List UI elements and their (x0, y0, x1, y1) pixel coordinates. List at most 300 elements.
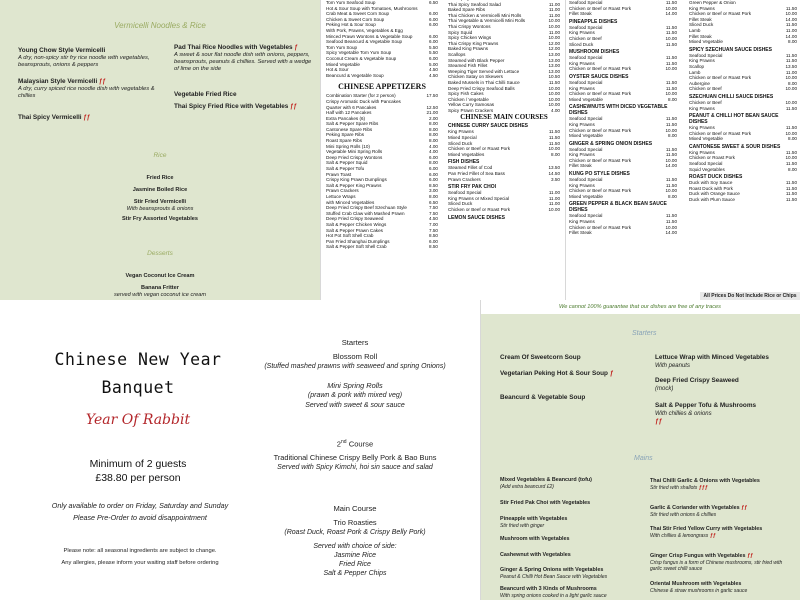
dish-name: Tom Yum Seafood Soup (326, 0, 376, 5)
dish-name: Chicken or Beef or Roast Pork (448, 207, 511, 212)
dish-name: Fillet Steak (689, 33, 712, 39)
dish-name: Salt & Pepper Tofu (326, 166, 365, 172)
dish-price: 12.00 (548, 40, 560, 46)
menu-line (689, 167, 797, 173)
dish-name: Weeping Tiger Served with Lettuce (448, 68, 520, 74)
main-course-dish: Trio Roasties (333, 518, 377, 527)
dish-name: King Prawns (689, 149, 715, 155)
dish-price: 3.50 (551, 176, 560, 182)
dish-name: Chicken or Beef or Roast Pork (569, 91, 632, 97)
dish-name: Steamed Fillet of Cod (448, 165, 493, 171)
dish-name: Sliced Duck (448, 140, 473, 146)
dish-price: 11.50 (548, 79, 560, 85)
dish-price: 11.50 (665, 41, 677, 47)
menu-column-thai-appetizers (448, 0, 560, 221)
seasonal-note: Please note: all seasonal ingredients are subject to change. (63, 548, 217, 554)
dish-name: Prawn Crackers (448, 176, 481, 182)
dish-name: King Prawns (569, 60, 595, 66)
dish-name: Chicken or Beef or Roast Pork (689, 130, 752, 136)
dish-name: Pan Fried Shanghai Dumplings (326, 238, 390, 244)
dish-price: 11.50 (548, 135, 560, 141)
dish-price: 8.00 (788, 80, 797, 86)
rice-item-desc: With beansprouts & onions (126, 206, 194, 212)
menu-item-thai-spicy-rice: Thai Spicy Fried Rice with Vegetables ƒƒ (174, 103, 297, 110)
dish-price: 11.00 (548, 195, 560, 201)
dish-name: Chicken or Beef or Roast Pork (569, 188, 632, 194)
dish-category-heading: OYSTER SAUCE DISHES (569, 73, 629, 80)
dish-price: 10.00 (548, 91, 560, 97)
vegan-menu-panel (0, 0, 320, 300)
dish-price: 11.00 (548, 201, 560, 207)
dish-name: Crispy King Prawn Dumplings (326, 177, 387, 183)
dish-name: Sliced Duck (448, 201, 473, 207)
dish-price: 8.00 (668, 133, 677, 139)
dish-name: Chicken Satay on Skewers (448, 74, 503, 80)
menu-line (326, 244, 438, 250)
dish-price: 10.00 (665, 188, 677, 194)
dish-price: 13.50 (548, 165, 560, 171)
dish-name: Seafood Special (569, 116, 603, 122)
starter-item: Lettuce Wrap with Minced Vegetables With peanuts (655, 354, 769, 369)
menu-line (569, 66, 677, 72)
dish-category-heading: CANTONESE SWEET & SOUR DISHES (689, 143, 781, 150)
main-menu-page-2 (565, 0, 800, 300)
chilli-icon: ƒ (294, 45, 298, 51)
dish-price: 14.50 (548, 171, 560, 177)
dish-name: Fillet Steak (569, 163, 592, 169)
dish-name: Roast Duck with Pork (689, 185, 733, 191)
dish-name: Spicy Vegetable Tom Yum Soup (326, 50, 392, 56)
dish-price: 11.00 (548, 12, 560, 18)
dish-name: King Prawns (689, 58, 715, 64)
dish-price: 8.00 (429, 160, 438, 166)
side-option: Fried Rice (339, 561, 371, 568)
dish-price: 5.50 (429, 50, 438, 56)
dessert-item: Vegan Coconut Ice Cream (125, 273, 195, 279)
dish-name: Chicken or Beef (689, 99, 722, 105)
dish-price: 14.00 (785, 33, 797, 39)
dish-name: Salt & Pepper Chicken Wings (326, 221, 387, 227)
chilli-icon: ƒƒ (655, 418, 663, 425)
dish-price: 10.00 (548, 96, 560, 102)
dish-name: Scallop (689, 63, 705, 69)
dish-name: King Prawns (569, 121, 595, 127)
dish-price: 4.00 (429, 143, 438, 149)
dish-price: 11.50 (785, 5, 797, 11)
dish-name: Seafood Special (689, 161, 723, 167)
dish-price: 4.00 (551, 107, 560, 113)
dish-name: King Prawns (569, 85, 595, 91)
dish-price: 6.00 (429, 166, 438, 172)
dish-name: Coconut Cream & Vegetable Soup (326, 55, 397, 61)
dish-price: 11.50 (548, 129, 560, 135)
dish-price: 6.00 (429, 154, 438, 160)
dish-price: 4.00 (429, 149, 438, 155)
main-course-desc: (Roast Duck, Roast Pork & Crispy Belly Pork) (284, 529, 426, 536)
dish-name: Spicy Squid (448, 29, 473, 35)
main-item: Ginger & Spring Onions with Vegetables Peanut & Chilli Hot Bean Sauce with Vegetables (500, 567, 608, 580)
allergy-note: Any allergies, please inform your waiting staff before ordering (61, 560, 219, 566)
dish-price: 14.00 (785, 16, 797, 22)
dish-name: Thai Crispy King Prawns (448, 40, 499, 46)
chilli-icon: ƒƒ (83, 115, 90, 121)
dish-name: King Prawns (569, 152, 595, 158)
dish-price: 10.00 (548, 23, 560, 29)
section-title-starters: Starters (632, 330, 657, 337)
dish-name: Crab Meat & Sweet Corn Soup (326, 11, 390, 17)
dish-price: 10.00 (665, 66, 677, 72)
dish-name: Deep Fried Crispy Seaweed (326, 216, 384, 222)
dish-price: 6.00 (429, 11, 438, 17)
dish-price: 11.00 (548, 190, 560, 196)
menu-line (448, 177, 560, 183)
dish-price: 10.00 (665, 5, 677, 11)
dish-price: 11.50 (665, 219, 677, 225)
dish-name: Green Pepper & Onion (689, 0, 736, 5)
dish-name: Squid Vegetables (689, 166, 725, 172)
dish-name: Steamed with Black Pepper (448, 57, 505, 63)
starter-sauce: Served with sweet & sour sauce (305, 402, 405, 409)
dish-price: 13.00 (548, 68, 560, 74)
dish-name: Deep Fried Crispy Wontons (326, 154, 383, 160)
dish-category-heading: FISH DISHES (448, 159, 480, 166)
chilli-icon: ƒƒ (747, 553, 754, 559)
panel-divider (480, 300, 481, 600)
menu-line (569, 97, 677, 103)
main-item: Beancurd with 3 Kinds of Mushrooms With spring onions cooked in a light garlic sauce (500, 586, 607, 599)
menu-section-heading: CHINESE MAIN COURSES (460, 113, 548, 122)
dish-name: King Prawns (569, 30, 595, 36)
dish-price: 14.00 (665, 230, 677, 236)
dish-name: Duck with Plum Sauce (689, 197, 735, 203)
dish-price: 6.50 (429, 0, 438, 5)
dish-name: Sliced Duck (689, 22, 714, 28)
dish-category-heading: CASHEWNUTS WITH DICED VEGETABLE DISHES (569, 104, 668, 117)
menu-line (569, 194, 677, 200)
dish-name: Mixed Special (448, 135, 477, 141)
dish-name: King Prawns (448, 129, 474, 135)
dish-name: King Prawns (569, 182, 595, 188)
dish-price: 11.50 (785, 149, 797, 155)
chilli-icon: ƒƒ (741, 505, 748, 511)
menu-item-veg-fried-rice: Vegetable Fried Rice (174, 91, 237, 98)
menu-line (448, 207, 560, 213)
dish-name: Baked Mussels in Thai Chilli Sauce (448, 79, 520, 85)
dish-name: King Prawns (689, 125, 715, 131)
dish-name: Half with 12 Pancakes (326, 110, 372, 116)
main-item: Mixed Vegetables & Beancurd (tofu) (Add extra beancurd £2) (500, 477, 592, 490)
dish-price: 8.00 (429, 132, 438, 138)
dish-name: Chicken & Sweet Corn Soup (326, 16, 385, 22)
dish-price: 14.00 (665, 11, 677, 17)
dish-name: King Prawns or Mixed Special (448, 195, 510, 201)
dish-price: 11.50 (785, 161, 797, 167)
dish-price: 8.00 (429, 121, 438, 127)
dish-price: 11.50 (785, 185, 797, 191)
dish-price: 14.00 (665, 163, 677, 169)
dish-price: 8.00 (551, 151, 560, 157)
menu-line (689, 136, 797, 142)
dish-name: Chicken or Beef or Roast Pork (689, 11, 752, 17)
dish-name: Duck with Orange Sauce (689, 191, 740, 197)
banquet-title-line1: Chinese New Year (54, 350, 222, 369)
dish-price: 5.00 (429, 61, 438, 67)
dish-price: 8.50 (429, 233, 438, 239)
dish-name: Spicy Chicken Wings (448, 35, 492, 41)
chilli-icon: ƒƒƒ (698, 484, 708, 491)
starter-item: Vegetarian Peking Hot & Sour Soup ƒ (500, 370, 614, 377)
dish-name: Salt & Pepper Soft Shell Crab (326, 244, 387, 250)
dish-category-heading: SZECHUAN CHILLI SAUCE DISHES (689, 93, 774, 100)
dish-name: Chicken or Beef (689, 86, 722, 92)
panel-divider (320, 0, 321, 300)
dish-name: Hot & Sour Soup with Tomatoes, Mushrooms (326, 5, 418, 11)
dish-category-heading: STIR FRY PAK CHOI (448, 184, 496, 191)
starter-blossom-desc: (Stuffed mashed prawns with seaweed and spring Onions) (264, 363, 446, 370)
dish-name: King Prawns (689, 5, 715, 11)
dish-name: Seafood Special (689, 52, 723, 58)
dish-price: 11.50 (665, 60, 677, 66)
dish-name: With Pork, Prawns, Vegetables & Egg (326, 27, 403, 33)
dish-name: Tom Yum Soup (326, 44, 358, 50)
dish-price: 10.00 (548, 18, 560, 24)
menu-column-soups (326, 0, 438, 250)
dish-price: 11.50 (785, 191, 797, 197)
dish-price: 11.50 (665, 121, 677, 127)
dish-name: Mini Spring Rolls (10) (326, 143, 370, 149)
dish-name: Seafood Beancurd & Vegetable Soup (326, 39, 403, 45)
dish-price: 11.50 (665, 85, 677, 91)
dish-name: Minced Prawn Wontons & Vegetable Soup (326, 33, 413, 39)
dish-price: 13.00 (548, 63, 560, 69)
chilli-icon: ƒƒ (709, 532, 716, 539)
section-title-desserts: Desserts (147, 250, 173, 257)
menu-item-thai-spicy-vermicelli: Thai Spicy Vermicelli ƒƒ (18, 114, 90, 121)
dish-price: 6.00 (429, 16, 438, 22)
dish-price: 11.50 (665, 152, 677, 158)
dish-name: Mixed Vegetable (326, 61, 360, 67)
dish-name: Seafood Special (569, 213, 603, 219)
dish-price: 11.00 (548, 29, 560, 35)
dish-name: Seafood Special (569, 79, 603, 85)
dish-name: Salt & Pepper King Prawns (326, 182, 382, 188)
dish-price: 11.50 (665, 177, 677, 183)
main-item: Thai Stir Fried Yellow Curry with Vegetables With chillies & lemongrass ƒƒ (650, 526, 763, 539)
dish-name: Sliced Duck (569, 41, 594, 47)
dish-price: 11.50 (665, 213, 677, 219)
dessert-item: Banana Fritter (141, 285, 179, 291)
dish-price: 11.50 (665, 146, 677, 152)
starters-heading: Starters (341, 338, 369, 347)
dish-price: 13.50 (785, 63, 797, 69)
starter-mini-rolls: Mini Spring Rolls (327, 381, 383, 390)
dish-price: 21.00 (426, 110, 438, 116)
menu-line (326, 73, 438, 79)
dish-name: Prawn Toast (326, 171, 352, 177)
vegetarian-menu-panel (480, 300, 800, 600)
dish-price: 10.00 (548, 102, 560, 108)
dish-name: Chicken or Beef (569, 35, 602, 41)
dish-price: 13.00 (548, 57, 560, 63)
dish-name: Fillet Steak (569, 230, 592, 236)
section-title-mains: Mains (634, 455, 653, 462)
dish-category-heading: KUNG PO STYLE DISHES (569, 171, 630, 178)
main-item: Oriental Mushroom with Vegetables Chinese & straw mushrooms in garlic sauce (650, 581, 748, 594)
menu-line (569, 230, 677, 236)
dish-name: Baked Spare Ribs (448, 7, 486, 13)
banquet-menu-panel (0, 300, 480, 600)
dish-price: 10.00 (665, 127, 677, 133)
dish-price: 10.00 (665, 224, 677, 230)
main-item: Pineapple with Vegetables Stir fried with ginger (500, 516, 568, 529)
banquet-title-line2: Banquet (101, 378, 175, 397)
menu-line (448, 152, 560, 158)
main-item: Mushroom with Vegetables (500, 536, 570, 542)
dish-price: 7.50 (429, 210, 438, 216)
dish-price: 10.00 (785, 75, 797, 81)
main-item: Cashewnut with Vegetables (500, 552, 571, 558)
dish-name: Chicken or Beef or Roast Pork (569, 157, 632, 163)
dish-price: 8.50 (429, 244, 438, 250)
dish-name: Seafood Special (569, 177, 603, 183)
menu-item-pad-thai: Pad Thai Rice Noodles with Vegetables ƒ A sweet & sour flat noodle dish with onions, peppers, beansprouts, peanuts & chillies. Served with a wedge of lime on the side (174, 44, 312, 72)
dish-name: Chicken or Beef or Roast Pork (569, 224, 632, 230)
dish-price: 11.50 (785, 197, 797, 203)
dish-price: 10.00 (548, 35, 560, 41)
second-course-dish: Traditional Chinese Crispy Belly Pork & Bao Buns (273, 453, 437, 462)
rice-item: Stir Fry Assorted Vegetables (122, 216, 198, 222)
dish-price: 11.00 (785, 27, 797, 33)
dish-price: 4.50 (429, 67, 438, 73)
dish-category-heading: MUSHROOM DISHES (569, 49, 620, 56)
dish-price: 11.50 (548, 140, 560, 146)
dish-name: Yellow Curry Samosas (448, 102, 495, 108)
section-title-rice: Rice (153, 152, 167, 159)
dish-price: 10.00 (785, 130, 797, 136)
starter-item: Salt & Pepper Tofu & Mushrooms With chillies & onions ƒƒ (655, 402, 757, 425)
side-option: Jasmine Rice (333, 552, 376, 559)
allergen-disclaimer: We cannot 100% guarantee that our dishes are free of any traces (480, 300, 800, 314)
dish-name: Seafood Special (569, 24, 603, 30)
rice-item: Fried Rice (146, 175, 174, 181)
starter-blossom-roll: Blossom Roll (332, 352, 378, 361)
dish-price: 6.00 (429, 238, 438, 244)
dish-name: Prawn Crackers (326, 188, 359, 194)
dish-category-heading: GREEN PEPPER & BLACK BEAN SAUCE DISHES (569, 201, 667, 214)
dish-category-heading: PINEAPPLE DISHES (569, 18, 618, 25)
dish-name: Chicken or Beef or Roast Pork (569, 127, 632, 133)
menu-line (689, 106, 797, 112)
dish-name: Chicken / Vegetable (448, 96, 489, 102)
dish-price: 10.00 (548, 146, 560, 152)
dish-price: 8.00 (788, 166, 797, 172)
dish-name: Pan Fried Fillet of Sea Bass (448, 171, 505, 177)
dish-price: 8.00 (788, 39, 797, 45)
dish-price: 8.00 (668, 193, 677, 199)
dish-price: 10.50 (548, 74, 560, 80)
dish-name: Baked King Prawns (448, 46, 489, 52)
main-item: Garlic & Coriander with Vegetables ƒƒ Stir fried with onions & chillies (650, 505, 748, 518)
dish-name: Fillet Steak (689, 16, 712, 22)
dish-name: Peking Spare Ribs (326, 132, 365, 138)
starter-mini-rolls-desc: (prawn & pork with mixed veg) (307, 392, 403, 399)
dish-price: 11.50 (785, 180, 797, 186)
side-option: Salt & Pepper Chips (323, 570, 387, 577)
dish-price: 11.50 (785, 52, 797, 58)
dish-price: 11.00 (785, 69, 797, 75)
dish-price: 11.50 (665, 55, 677, 61)
chilli-icon: ƒ (609, 370, 614, 377)
dish-price: 10.00 (665, 35, 677, 41)
dish-price: 10.00 (665, 91, 677, 97)
dish-price: 6.00 (429, 55, 438, 61)
banquet-price: £38.80 per person (95, 472, 181, 484)
dish-price: 8.00 (788, 136, 797, 142)
dish-price: 11.50 (665, 182, 677, 188)
menu-line (689, 197, 797, 203)
dish-price: 11.50 (785, 105, 797, 111)
chilli-icon: ƒƒ (98, 79, 106, 85)
dish-name: Thai Chicken & Vermicelli Mini Rolls (448, 12, 522, 18)
dish-name: Thai Crispy Wontons (448, 23, 491, 29)
dish-name: Chicken or Beef or Roast Pork (689, 75, 752, 81)
rice-item: Jasmine Boiled Rice (132, 187, 188, 193)
dish-name: Mixed Vegetable (689, 136, 723, 142)
dish-name: Chicken or Beef or Roast Pork (569, 5, 632, 11)
dish-name: King Prawns (569, 219, 595, 225)
dish-name: Salt & Pepper Squid (326, 160, 368, 166)
dish-name: Mixed Vegetable (689, 39, 723, 45)
dish-name: with Minced Vegetables (326, 199, 375, 205)
dish-price: 6.00 (429, 39, 438, 45)
dish-name: Thai Vegetable & Vermicelli Mini Rolls (448, 18, 526, 24)
dish-name: Mixed Vegetable (569, 133, 603, 139)
dish-price: 11.50 (785, 22, 797, 28)
dish-category-heading: CHINESE CURRY SAUCE DISHES (448, 123, 529, 130)
dish-name: Hot Pot Soft Shell Crab (326, 233, 374, 239)
dish-price: 8.00 (429, 126, 438, 132)
dish-price: 6.50 (429, 199, 438, 205)
dish-name: Mixed Vegetable (569, 96, 603, 102)
dish-price: 8.00 (668, 96, 677, 102)
dish-price: 4.50 (429, 216, 438, 222)
dish-name: Beancurd & Vegetable Soup (326, 72, 384, 78)
dish-price: 6.00 (429, 177, 438, 183)
main-course-heading: Main Course (333, 504, 377, 513)
dish-price: 11.50 (665, 30, 677, 36)
dessert-item-desc: served with vegan coconut ice cream (113, 292, 207, 298)
dish-name: Cantonese Spare Ribs (326, 126, 373, 132)
dish-price: 11.50 (665, 0, 677, 5)
dish-price: 6.00 (429, 33, 438, 39)
dish-name: Peking Hot & Sour Soup (326, 22, 376, 28)
menu-section-heading: CHINESE APPETIZERS (338, 82, 426, 92)
dish-name: Seafood Special (569, 146, 603, 152)
section-title-vermicelli: Vermicelli Noodles & Rice (114, 21, 206, 30)
starter-item: Beancurd & Vegetable Soup (500, 394, 586, 401)
dish-name: Hot & Sour (326, 67, 349, 73)
menu-column-main-dishes (569, 0, 677, 236)
dish-price: 8.00 (429, 194, 438, 199)
dish-price: 6.00 (429, 22, 438, 28)
dish-price: 17.50 (426, 93, 438, 99)
menu-column-sauce-dishes (689, 0, 797, 203)
rice-item: Stir Fried Vermicelli (133, 199, 187, 205)
menu-line (569, 11, 677, 17)
dish-price: 11.50 (665, 24, 677, 30)
dish-price: 2.00 (429, 115, 438, 121)
dish-name: Aubergine (689, 80, 710, 86)
